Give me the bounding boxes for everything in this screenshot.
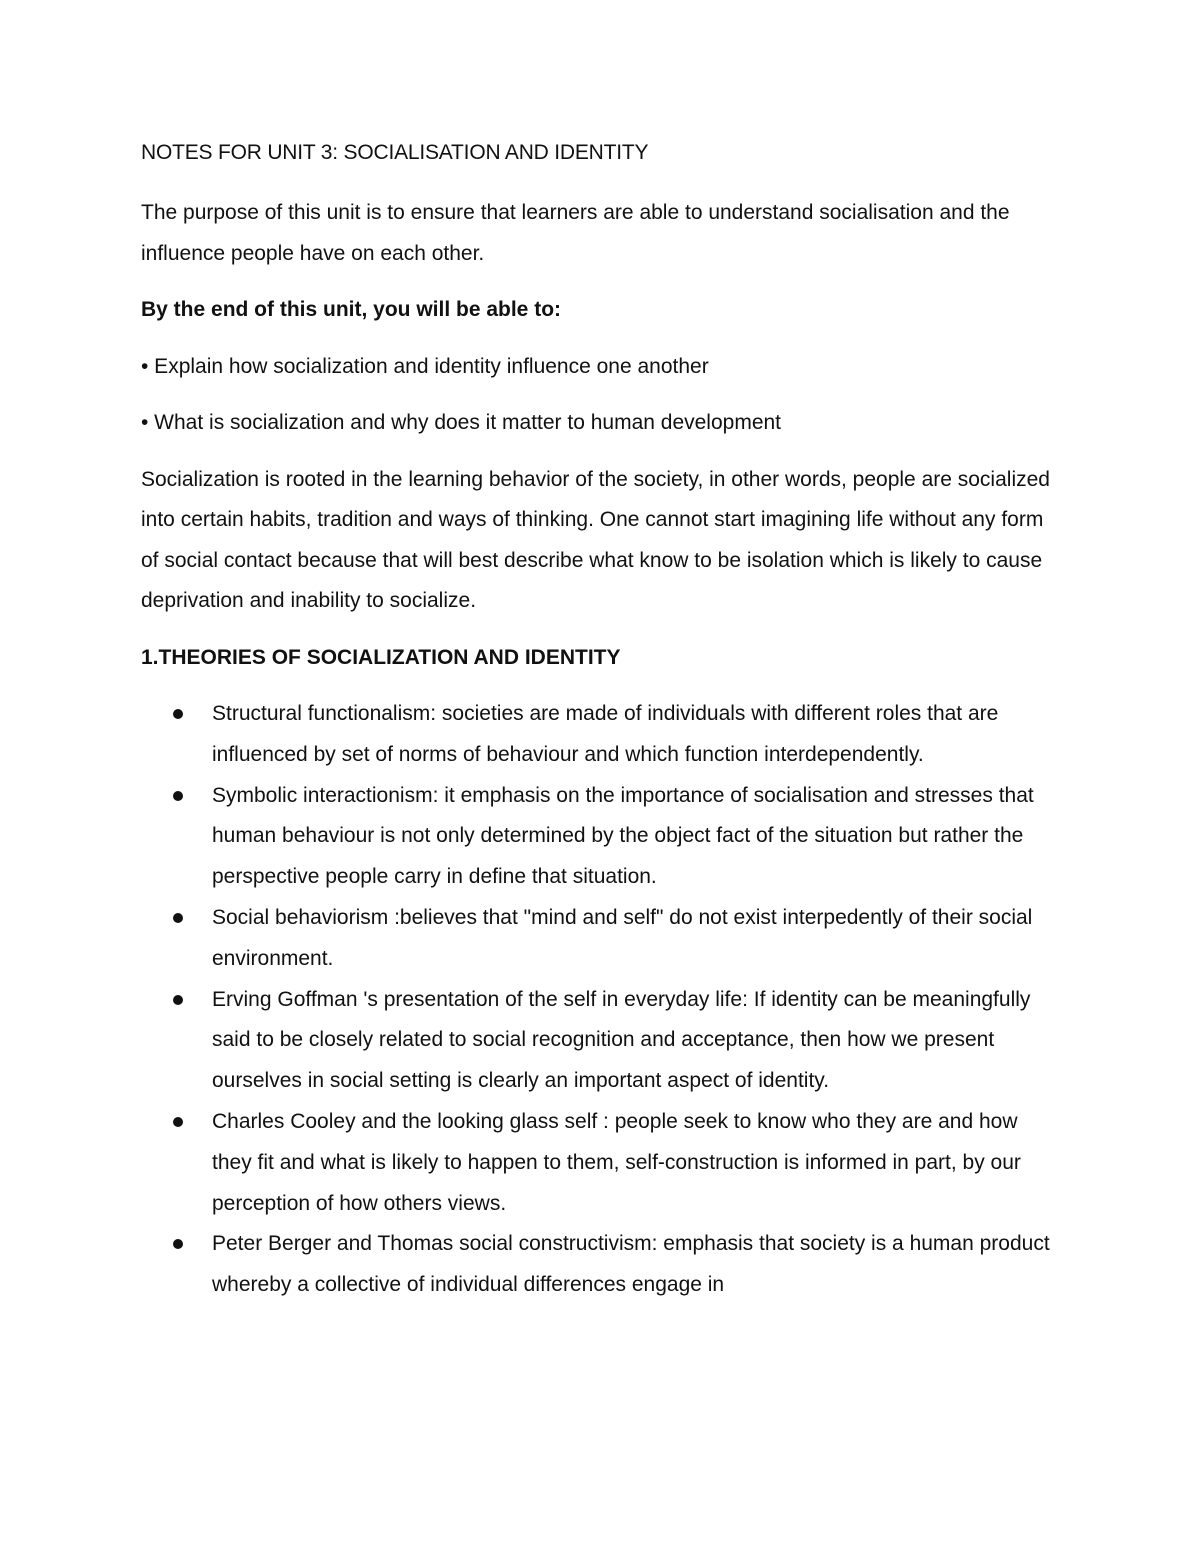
bullet-icon	[173, 709, 183, 719]
theory-item	[141, 776, 1061, 898]
theory-text: Charles Cooley and the looking glass self : people seek to know who they are and how they fit and what is likely to happen to them, self-construction is informed in part, by our perception of how others views.	[212, 1109, 1021, 1215]
theories-list	[141, 694, 1061, 1306]
theory-text: Symbolic interactionism: it emphasis on the importance of socialisation and stresses that human behaviour is not only determined by the object fact of the situation but rather the perspective people carry in define that situation.	[212, 783, 1034, 889]
objective-item: • Explain how socialization and identity influence one another	[141, 354, 709, 378]
section-heading: 1.THEORIES OF SOCIALIZATION AND IDENTITY	[141, 645, 621, 669]
document-page	[141, 138, 1061, 1306]
theory-item	[141, 1102, 1061, 1224]
objective-item: • What is socialization and why does it matter to human development	[141, 411, 782, 434]
theory-item	[141, 694, 1061, 776]
theory-item	[141, 980, 1061, 1102]
body-paragraph: Socialization is rooted in the learning behavior of the society, in other words, people are socialized into certain habits, tradition and ways of thinking. One cannot start imagining life without any form of social contact because that will best describe what know to be isolation which is likely to cause deprivation and inability to socialize.	[141, 467, 1050, 612]
bullet-icon	[173, 913, 183, 923]
document-title: NOTES FOR UNIT 3: SOCIALISATION AND IDENTITY	[141, 141, 649, 164]
theory-text: Social behaviorism :believes that "mind and self" do not exist interpedently of their social environment.	[212, 905, 1033, 970]
bullet-icon	[173, 1239, 183, 1249]
theory-text: Peter Berger and Thomas social constructivism: emphasis that society is a human product whereby a collective of individual differences engage in	[212, 1232, 1050, 1297]
theory-item	[141, 1224, 1061, 1306]
bullet-icon	[173, 995, 183, 1005]
theory-text: Erving Goffman 's presentation of the self in everyday life: If identity can be meaningfully said to be closely related to social recognition and acceptance, then how we present ourselves in social setting is clearly an important aspect of identity.	[212, 987, 1031, 1093]
objectives-heading: By the end of this unit, you will be able to:	[141, 298, 562, 321]
theory-text: Structural functionalism: societies are made of individuals with different roles that are influenced by set of norms of behaviour and which function interdependently.	[212, 702, 999, 766]
theory-item	[141, 898, 1061, 980]
intro-paragraph: The purpose of this unit is to ensure that learners are able to understand socialisation and the influence people have on each other.	[141, 201, 1010, 265]
bullet-icon	[173, 791, 183, 801]
bullet-icon	[173, 1117, 183, 1127]
